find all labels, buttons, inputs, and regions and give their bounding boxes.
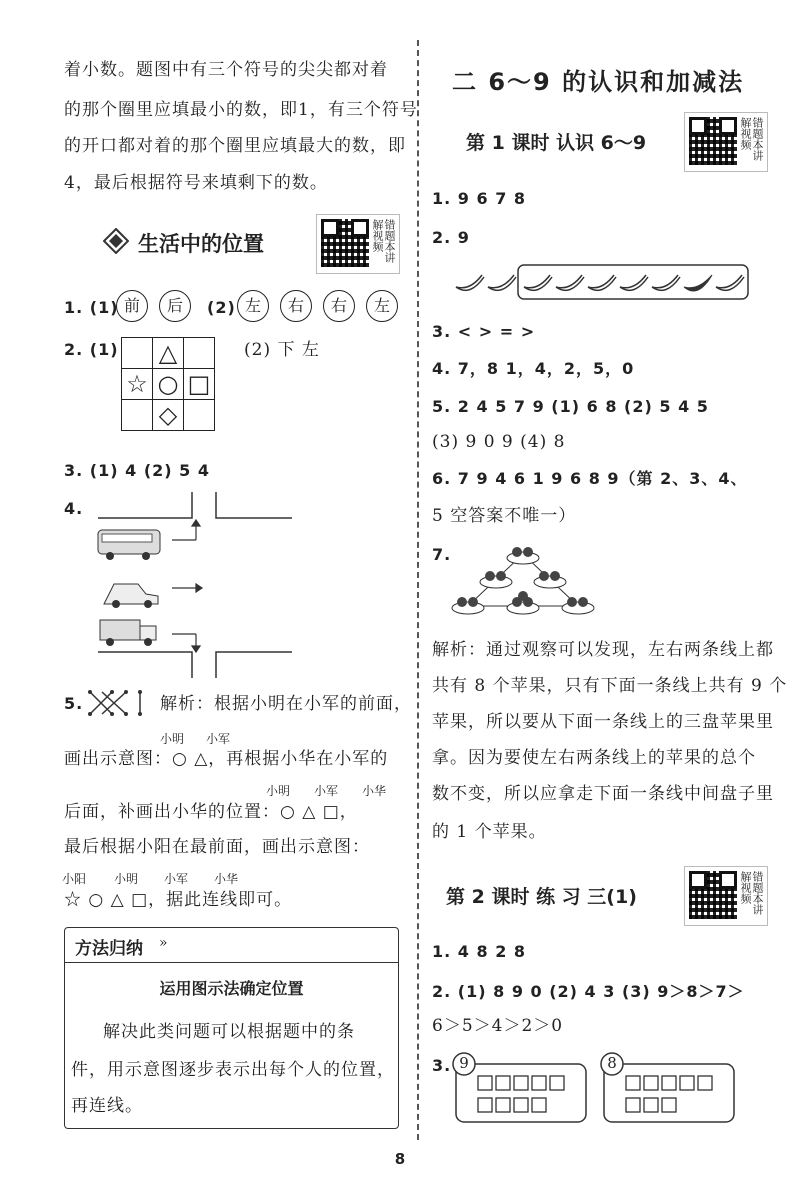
analysis-line: 解析：根据小明在小军的前面，	[160, 694, 412, 714]
connect-lines-icon	[88, 688, 148, 718]
answer-b2-line1: 2. (1) 8 9 0 (2) 4 3 (3) 9＞8＞7＞	[432, 982, 745, 1001]
q2-part2: (2) 下 左	[244, 340, 320, 360]
answer-circle: 前	[116, 290, 148, 322]
qr-code[interactable]	[684, 866, 768, 926]
analysis-line: 苹果，所以要从下面一条线上的三盘苹果里	[432, 712, 774, 732]
qr-code-icon	[689, 117, 737, 165]
answer-1: 1. 9 6 7 8	[432, 189, 527, 208]
car-icon	[104, 584, 158, 608]
lesson2-title: 第 2 课时 练 习 三(1)	[446, 886, 637, 908]
column-divider	[417, 40, 419, 1140]
intro-line: 的那个圈里应填最小的数，即1，有三个符号	[64, 100, 418, 120]
intro-line: 着小数。题图中有三个符号的尖尖都对着	[64, 60, 388, 80]
diamond-bullet-icon	[103, 228, 129, 254]
qr-code-icon	[689, 871, 737, 919]
answer-5-line2: (3) 9 0 9 (4) 8	[432, 432, 566, 452]
lesson1-title: 第 1 课时 认识 6～9	[466, 132, 647, 154]
qr-code[interactable]	[316, 214, 400, 274]
q5-label: 5.	[64, 694, 84, 713]
label: 小华	[214, 872, 239, 886]
method-title: 方法归纳	[75, 939, 143, 959]
answer-3: 3. < > = >	[432, 322, 536, 341]
answer-circle: 后	[159, 290, 191, 322]
answer-b2-line2: 6＞5＞4＞2＞0	[432, 1016, 564, 1036]
double-chevron-icon: »	[159, 935, 168, 951]
answer-b3-label: 3.	[432, 1056, 452, 1075]
qr-code[interactable]	[684, 112, 768, 172]
analysis-line: 后面，补画出小华的位置：○ △ □，	[64, 802, 358, 822]
analysis-line: 拿。因为要使左右两条线上的苹果的总个	[432, 748, 756, 768]
road-diagram	[92, 488, 302, 688]
q1-part2-label: (2)	[207, 298, 236, 317]
analysis-line: 解析：通过观察可以发现，左右两条线上都	[432, 640, 774, 660]
apple-plates-diagram	[448, 540, 598, 622]
answer-6-line2: 5 空答案不唯一）	[432, 506, 577, 526]
q1-label: 1. (1)	[64, 298, 119, 317]
answer-circle: 左	[366, 290, 398, 322]
answer-7-label: 7.	[432, 545, 452, 564]
intro-line: 4，最后根据符号来填剩下的数。	[64, 173, 328, 193]
label: 小军	[206, 732, 231, 746]
analysis-line: 最后根据小阳在最前面，画出示意图：	[64, 837, 370, 857]
analysis-line: 共有 8 个苹果，只有下面一条线上共有 9 个	[432, 676, 788, 696]
method-summary-box	[64, 927, 399, 1129]
truck-icon	[100, 620, 156, 646]
position-grid: △ ☆ ○ □ ◇	[121, 337, 215, 431]
analysis-line: 画出示意图：○ △，再根据小华在小军的	[64, 749, 389, 769]
method-line: 解决此类问题可以根据题中的条	[103, 1022, 355, 1042]
analysis-line: ☆ ○ △ □，据此连线即可。	[64, 890, 293, 910]
section-title: 生活中的位置	[138, 232, 264, 256]
label: 小明	[266, 784, 291, 798]
label: 小明	[160, 732, 185, 746]
page-number: 8	[394, 1150, 406, 1168]
q2-label: 2. (1)	[64, 340, 119, 359]
label: 小军	[314, 784, 339, 798]
chapter-title: 二 6～9 的认识和加减法	[452, 68, 745, 96]
q4-label: 4.	[64, 499, 84, 518]
answer-circle: 右	[280, 290, 312, 322]
answer-circle: 左	[237, 290, 269, 322]
answer-6-line1: 6. 7 9 4 6 1 9 6 8 9（第 2、3、4、	[432, 469, 748, 488]
qr-label: 错题本讲解视频	[739, 871, 764, 915]
qr-label: 错题本讲解视频	[739, 117, 764, 161]
answer-b1: 1. 4 8 2 8	[432, 942, 527, 961]
intro-line: 的开口都对着的那个圈里应填最大的数，即	[64, 136, 406, 156]
answer-4: 4. 7，8 1，4，2，5，0	[432, 359, 635, 378]
label: 小军	[164, 872, 189, 886]
method-line: 件，用示意图逐步表示出每个人的位置，	[71, 1060, 395, 1080]
box-number: 8	[607, 1054, 617, 1072]
banana-row	[452, 263, 752, 303]
answer-circle: 右	[323, 290, 355, 322]
bus-icon	[98, 530, 160, 560]
label: 小明	[114, 872, 139, 886]
answer-5-line1: 5. 2 4 5 7 9 (1) 6 8 (2) 5 4 5	[432, 397, 709, 416]
method-line: 再连线。	[71, 1096, 143, 1116]
label: 小华	[362, 784, 387, 798]
analysis-line: 的 1 个苹果。	[432, 822, 547, 842]
analysis-line: 数不变，所以应拿走下面一条线中间盘子里	[432, 784, 774, 804]
q3-answer: 3. (1) 4 (2) 5 4	[64, 461, 210, 480]
qr-label: 错题本讲解视频	[371, 219, 396, 263]
method-subtitle: 运用图示法确定位置	[159, 979, 304, 998]
label: 小阳	[62, 872, 87, 886]
qr-code-icon	[321, 219, 369, 267]
box-number: 9	[459, 1054, 469, 1072]
answer-2: 2. 9	[432, 228, 470, 247]
